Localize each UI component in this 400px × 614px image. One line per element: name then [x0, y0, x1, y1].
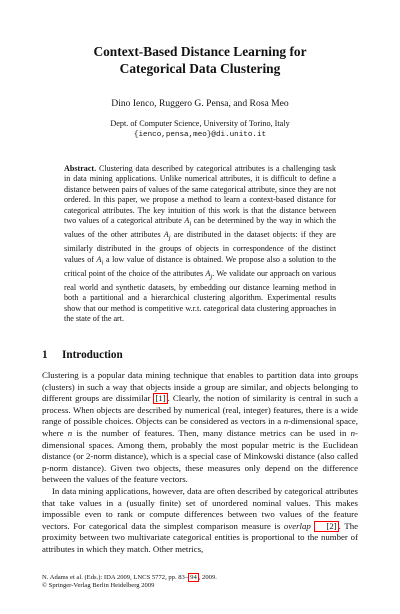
affiliation: Dept. of Computer Science, University of Torino, Italy: [110, 119, 290, 128]
footer-citation: [42, 573, 217, 582]
math-a: A: [96, 254, 102, 264]
paragraph-text: In data mining applications, however, data are often described by categorical attributes that take values in a (usually finite) set of unordered nominal values. This makes impossible even to rank or compute differences between two values of the feature vectors. For categorical data the simplest comparison measure is: [42, 485, 358, 531]
paragraph: [42, 486, 358, 556]
paragraph-text: Clustering is a popular data mining technique that enables to partition data into groups (clusters) in such a way that objects inside a group are similar, and objects belonging to different groups are dissimilar: [42, 370, 358, 404]
abstract: [64, 164, 336, 325]
citation-link[interactable]: [1]: [155, 393, 166, 404]
page-link[interactable]: 94: [190, 574, 197, 581]
title-line-2: Categorical Data Clustering: [119, 61, 281, 76]
paragraph-text: . The proximity between two multivariate categorical entities is proportional to the number of attributes in which they match. Other metrics,: [42, 520, 359, 554]
abstract-text: a low value of distance is obtained. We propose also a solution to the critical point of the choice of the attributes: [64, 254, 336, 278]
footer-text: , 2009.: [198, 574, 217, 581]
citation-link[interactable]: [2]: [314, 521, 338, 532]
author-list: Dino Ienco, Ruggero G. Pensa, and Rosa Meo: [111, 98, 289, 109]
math-subscript: j: [168, 234, 171, 242]
math-a: A: [184, 216, 190, 226]
abstract-text: are distributed in the dataset objects: if they are similarly distributed in the groups of objects in correspondence of the distinct values of: [64, 230, 336, 264]
math-subscript: i: [189, 220, 192, 228]
math-n: n: [283, 416, 288, 427]
abstract-text: . We validate our approach on various real world and synthetic datasets, by embedding our distance learning method in both a partitional and a hierarchical clustering algorithm. Experimental results show that our method is competitive w.r.t. categorical data clustering approaches in the state of the art.: [64, 268, 336, 324]
abstract-label: Abstract.: [64, 164, 97, 173]
affiliation-block: [40, 119, 360, 140]
body-text: [42, 370, 358, 556]
emphasis-term: overlap: [283, 520, 311, 531]
paragraph-text: . Clearly, the notion of similarity is central in such a process. When objects are described by numerical (real, integer) features, there is a wide range of possible choices. Objects can be considered as vectors in a: [42, 393, 359, 427]
abstract-text: can be determined by the way in which the values of the other attributes: [64, 216, 337, 240]
abstract-text: Clustering data described by categorical attributes is a challenging task in data mining applications. Unlike numerical attributes, it is difficult to define a distance between pairs of values of the same categorical attribute, since they are not ordered. In this paper, we propose a method to learn a context-based distance for categorical attributes. The key intuition of this work is that the distance between two values of a categorical attribute: [64, 164, 336, 226]
title-line-1: Context-Based Distance Learning for: [93, 44, 307, 59]
section-number: 1: [42, 349, 48, 361]
author-emails: {ienco,pensa,meo}@di.unito.it: [133, 130, 267, 139]
paragraph-text: is the number of features. Then, many distance metrics can be used in: [72, 427, 351, 438]
paragraph-text: -dimensional spaces. Among them, probably the most popular metric is the Euclidean distance (or 2-norm distance), which is a special case of Minkowski distance (also called p-norm distance). Given two objects, these measures only depend on the difference between the values of the feature vectors.: [42, 427, 358, 485]
section-title: Introduction: [62, 349, 123, 361]
section-heading: [42, 349, 123, 361]
footer-copyright: © Springer-Verlag Berlin Heidelberg 2009: [42, 582, 155, 590]
page-footer: [42, 573, 217, 591]
math-subscript: j: [210, 273, 213, 281]
math-a: A: [205, 268, 211, 278]
math-a: A: [163, 230, 169, 240]
math-subscript: i: [101, 259, 104, 267]
paper-title: [40, 43, 360, 77]
paragraph: [42, 370, 358, 486]
paragraph-text: -dimensional space, where: [42, 416, 358, 438]
footer-text: N. Adams et al. (Eds.): IDA 2009, LNCS 5772, pp. 83–: [42, 574, 189, 581]
math-n: n: [350, 427, 356, 438]
math-n: n: [67, 427, 73, 438]
